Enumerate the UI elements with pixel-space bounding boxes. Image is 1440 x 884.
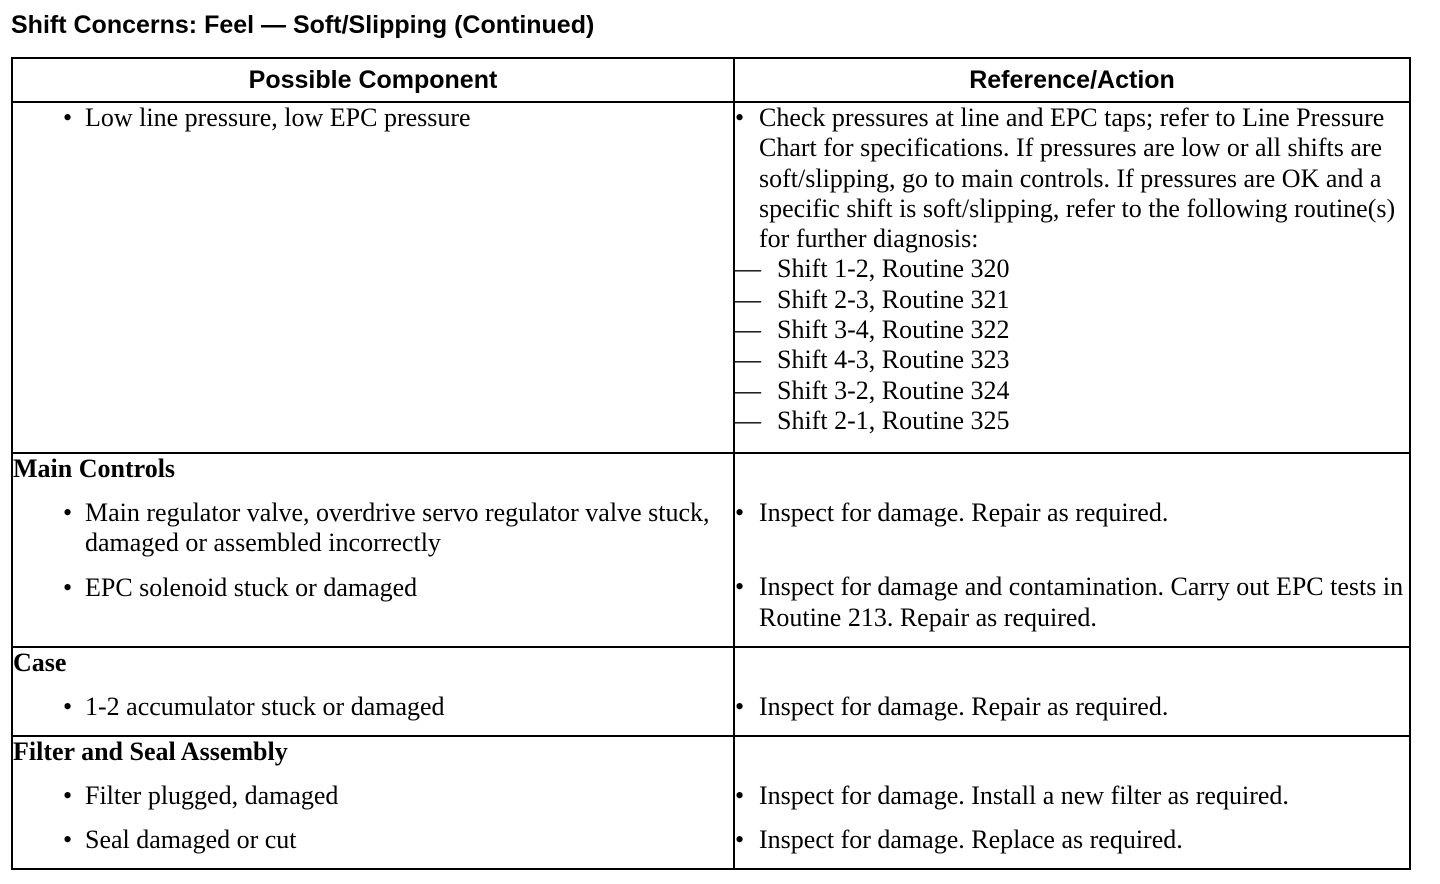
bullet-icon: • [63, 825, 73, 855]
component-text: Main regulator valve, overdrive servo regulator valve stuck, damaged or assembled incorrectly [85, 498, 710, 558]
dash-icon: — [735, 405, 761, 435]
routine-text: Shift 1-2, Routine 320 [777, 254, 1010, 284]
component-cell [12, 102, 734, 453]
action-item [735, 692, 1409, 722]
table-row-filter-seal [12, 736, 1410, 869]
table-header-row [12, 58, 1410, 102]
routine-text: Shift 4-3, Routine 323 [777, 345, 1010, 375]
component-text: 1-2 accumulator stuck or damaged [85, 692, 445, 721]
action-cell [734, 647, 1410, 736]
component-item [13, 103, 733, 133]
dash-icon: — [735, 284, 761, 314]
table-row-main-controls [12, 453, 1410, 647]
table-row-case [12, 647, 1410, 736]
action-cell [734, 453, 1410, 647]
column-header-action: Reference/Action [734, 58, 1410, 102]
bullet-icon: • [63, 498, 73, 527]
routine-item [735, 406, 1409, 436]
bullet-icon: • [63, 692, 73, 721]
dash-icon: — [735, 254, 761, 284]
bullet-icon: • [63, 103, 73, 132]
component-cell [12, 453, 734, 647]
component-cell [12, 647, 734, 736]
routine-text: Shift 2-1, Routine 325 [777, 405, 1010, 435]
routine-item [735, 254, 1409, 284]
component-item [13, 781, 733, 811]
dash-icon: — [735, 345, 761, 375]
bullet-icon: • [735, 103, 745, 132]
table-row-line-pressure [12, 102, 1410, 453]
component-item [13, 573, 733, 603]
action-item [735, 781, 1409, 811]
action-item [735, 825, 1409, 855]
page-title: Shift Concerns: Feel — Soft/Slipping (Continued) [11, 11, 595, 39]
component-item [13, 825, 733, 855]
routine-item [735, 285, 1409, 315]
action-text: Check pressures at line and EPC taps; refer to Line Pressure Chart for specifications. If pressures are low or all shifts are soft/slipping, go to main controls. If pressures are OK and a specific shift is soft/slipping, refer to the following routine(s) for further diagnosis: [759, 103, 1396, 254]
routine-text: Shift 2-3, Routine 321 [777, 284, 1010, 314]
bullet-icon: • [735, 692, 745, 721]
action-cell [734, 102, 1410, 453]
routine-item [735, 376, 1409, 406]
action-text: Inspect for damage. Replace as required. [759, 825, 1183, 855]
action-text: Inspect for damage. Repair as required. [759, 498, 1169, 527]
diagnosis-table [11, 57, 1411, 870]
routine-text: Shift 3-4, Routine 322 [777, 315, 1010, 345]
component-text: Filter plugged, damaged [85, 781, 339, 810]
component-item [13, 692, 733, 722]
routine-text: Shift 3-2, Routine 324 [777, 375, 1010, 405]
component-text: Low line pressure, low EPC pressure [85, 103, 471, 132]
action-item [735, 103, 1409, 254]
group-heading: Filter and Seal Assembly [13, 737, 288, 766]
bullet-icon: • [735, 572, 745, 602]
action-text: Inspect for damage. Repair as required. [759, 692, 1169, 721]
dash-icon: — [735, 375, 761, 405]
component-item [13, 498, 733, 559]
action-text: Inspect for damage and contamination. Carry out EPC tests in Routine 213. Repair as required. [759, 572, 1404, 632]
group-heading: Main Controls [13, 454, 176, 483]
action-cell [734, 736, 1410, 869]
bullet-icon: • [735, 498, 745, 527]
component-cell [12, 736, 734, 869]
component-text: Seal damaged or cut [85, 825, 297, 855]
bullet-icon: • [735, 781, 745, 810]
routine-item [735, 345, 1409, 375]
dash-icon: — [735, 315, 761, 345]
action-item [735, 498, 1409, 528]
routine-item [735, 315, 1409, 345]
column-header-component: Possible Component [12, 58, 734, 102]
bullet-icon: • [63, 781, 73, 810]
bullet-icon: • [63, 572, 73, 602]
group-heading: Case [13, 648, 67, 677]
action-item [735, 572, 1409, 633]
component-text: EPC solenoid stuck or damaged [85, 572, 418, 602]
bullet-icon: • [735, 825, 745, 855]
action-text: Inspect for damage. Install a new filter as required. [759, 781, 1289, 810]
